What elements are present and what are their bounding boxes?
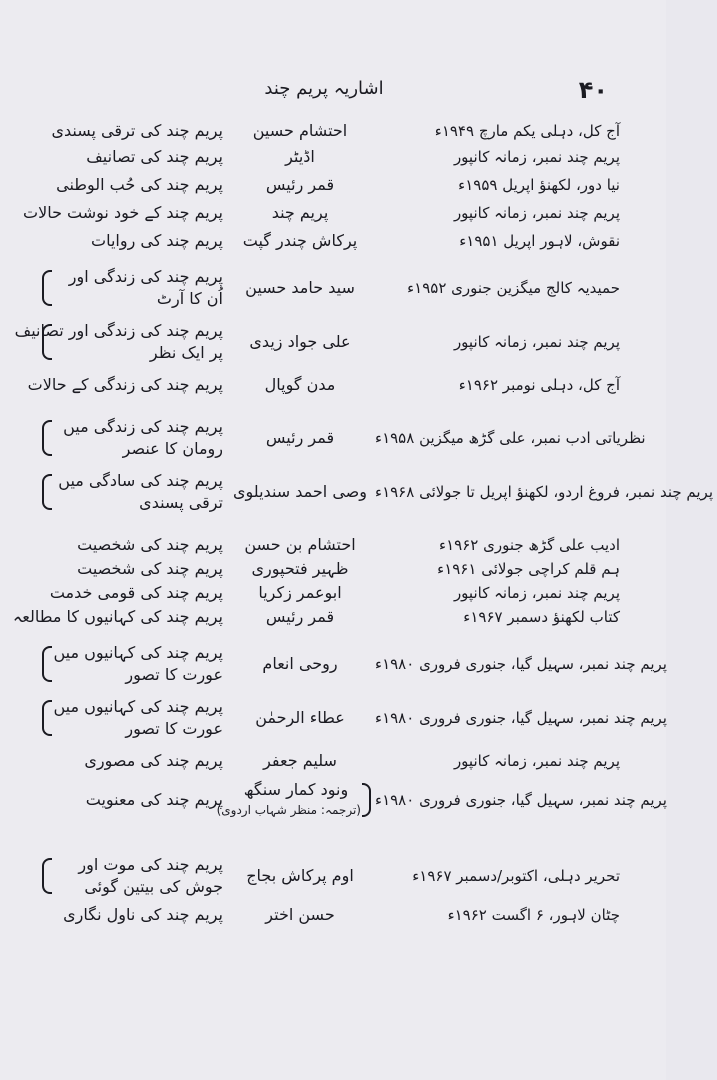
entry-title: [40, 120, 225, 142]
entry-author: [225, 708, 375, 728]
index-entry: [23, 202, 624, 224]
entry-title: [40, 854, 225, 898]
entry-author-line: سید حامد حسین: [245, 278, 355, 297]
entry-title: [40, 696, 225, 740]
entry-title: [40, 582, 225, 604]
entry-author-line: اڈیٹر: [285, 147, 315, 166]
entry-author: [216, 780, 375, 820]
index-entry: [40, 780, 667, 820]
entry-author-line: احتشام حسین: [252, 121, 348, 140]
page-number: ۴۰: [578, 76, 608, 104]
entry-source: حمیدیہ کالج میگزین جنوری ۱۹۵۲ء: [407, 279, 620, 297]
entry-author-line: پریم چند: [271, 203, 329, 222]
entry-source: کتاب لکھنؤ دسمبر ۱۹۶۷ء: [463, 608, 620, 626]
index-entry: [14, 320, 624, 364]
entry-author-line: روحی انعام: [262, 654, 338, 673]
entry-author: [225, 535, 375, 555]
index-entry: [40, 534, 624, 556]
entry-title-line: پریم چند کی زندگی اور تصانیف: [14, 321, 223, 340]
entry-author-line: احتشام بن حسن: [244, 535, 356, 554]
entry-author: [225, 332, 375, 352]
entry-title-line: پریم چند کی سادگی میں: [58, 471, 223, 490]
index-entry: [40, 642, 667, 686]
entry-title-line: پریم چند کی حُب الوطنی: [56, 175, 223, 194]
entry-author: [225, 428, 375, 448]
entry-title-line: رومان کا عنصر: [122, 439, 223, 458]
entry-title-line: پریم چند کی زندگی اور: [68, 267, 223, 286]
index-entry: [40, 470, 713, 514]
index-entry: [40, 854, 624, 898]
entry-title-line: پریم چند کی روایات: [91, 231, 223, 250]
entry-source: پریم چند نمبر، سہیل گیا، جنوری فروری ۱۹۸۰ء: [375, 791, 667, 809]
index-entry: [40, 266, 624, 310]
entry-title: [27, 374, 225, 396]
entry-author: [225, 482, 375, 502]
page-header: [40, 76, 608, 106]
entry-source: پریم چند نمبر، زمانہ کانپور: [453, 204, 620, 222]
entry-author-line: ظہیر فتحپوری: [251, 559, 349, 578]
entry-source: چٹان لاہور، ۶ اگست ۱۹۶۲ء: [447, 906, 620, 924]
entry-title: [40, 789, 225, 811]
index-entry: [40, 416, 646, 460]
entry-author-line: اوم پرکاش بجاج: [246, 866, 354, 885]
entry-title-line: جوش کی بیتین گوئی: [84, 877, 223, 896]
index-entry: [40, 558, 624, 580]
entry-author: [225, 278, 375, 298]
entry-title-line: پریم چند کی کہانیوں کا مطالعہ: [12, 607, 223, 626]
entry-author: [225, 231, 375, 251]
entry-author-line: سلیم جعفر: [263, 751, 337, 770]
entry-source: نقوش، لاہور اپریل ۱۹۵۱ء: [459, 232, 620, 250]
entry-title: [40, 642, 225, 686]
entry-source: آج کل، دہلی یکم مارچ ۱۹۴۹ء: [434, 122, 620, 140]
entry-source: ادیب علی گڑھ جنوری ۱۹۶۲ء: [439, 536, 620, 554]
entry-title: [23, 202, 225, 224]
entry-title-line: عورت کا تصور: [125, 719, 223, 738]
entry-author-line: (ترجمہ: منظر شہاب اردوی): [216, 803, 361, 817]
entry-author: [225, 905, 375, 925]
entry-author: [225, 559, 375, 579]
entry-title-line: پریم چند کی ناول نگاری: [63, 905, 223, 924]
index-entry: [40, 174, 624, 196]
index-entry: [40, 904, 624, 926]
entry-title-line: پریم چند کی کہانیوں میں: [53, 643, 223, 662]
entry-author: [225, 147, 375, 167]
entry-author-line: مدن گوپال: [264, 375, 336, 394]
entry-title: [40, 470, 225, 514]
entry-author-line: قمر رئیس: [265, 607, 335, 626]
entry-author-line: عطاء الرحمٰن: [255, 708, 345, 727]
entry-title-line: پریم چند کی زندگی کے حالات: [27, 375, 223, 394]
entry-author-line: پرکاش چندر گپت: [242, 231, 358, 250]
entry-source: پریم چند نمبر، فروغ اردو، لکھنؤ اپریل تا جولائی ۱۹۶۸ء: [375, 483, 713, 501]
entry-author: [225, 583, 375, 603]
entry-title: [40, 558, 225, 580]
entry-source: پریم چند نمبر، زمانہ کانپور: [453, 752, 620, 770]
index-entry: [40, 750, 624, 772]
index-entry: [40, 696, 667, 740]
entry-source: پریم چند نمبر، زمانہ کانپور: [453, 148, 620, 166]
entry-source: نیا دور، لکھنؤ اپریل ۱۹۵۹ء: [458, 176, 620, 194]
entry-author: [225, 121, 375, 141]
entry-author: [225, 375, 375, 395]
entry-author-line: قمر رئیس: [265, 175, 335, 194]
entry-title-line: پریم چند کی موت اور: [78, 855, 223, 874]
entry-title-line: پریم چند کی تصانیف: [86, 147, 223, 166]
entry-title: [40, 146, 225, 168]
index-entry: [40, 120, 624, 142]
entry-source: پریم چند نمبر، سہیل گیا، جنوری فروری ۱۹۸۰ء: [375, 709, 667, 727]
entry-title-line: پریم چند کی قومی خدمت: [49, 583, 223, 602]
entry-title: [40, 230, 225, 252]
entry-title: [40, 750, 225, 772]
entry-title-line: پریم چند کی زندگی میں: [63, 417, 223, 436]
entry-title-line: پریم چند کے خود نوشت حالات: [23, 203, 223, 222]
entry-author-line: حسن اختر: [265, 905, 335, 924]
entry-title-line: پریم چند کی مصوری: [84, 751, 223, 770]
entry-title: [40, 416, 225, 460]
entry-title: [40, 534, 225, 556]
entry-author: [225, 866, 375, 886]
entry-title: [40, 266, 225, 310]
entry-title-line: اُن کا آرٹ: [156, 289, 223, 308]
index-entry: [40, 146, 624, 168]
entry-title-line: پریم چند کی شخصیت: [77, 535, 223, 554]
index-entry: [12, 606, 624, 628]
entry-author-line: ونود کمار سنگھ: [243, 780, 349, 799]
entry-author-line: علی جواد زیدی: [249, 332, 351, 351]
entry-source: پریم چند نمبر، سہیل گیا، جنوری فروری ۱۹۸۰ء: [375, 655, 667, 673]
entry-source: تحریر دہلی، اکتوبر/دسمبر ۱۹۶۷ء: [412, 867, 620, 885]
index-entry: [40, 582, 624, 604]
entry-source: آج کل، دہلی نومبر ۱۹۶۲ء: [458, 376, 620, 394]
entry-source: نظریاتی ادب نمبر، علی گڑھ میگزین ۱۹۵۸ء: [375, 429, 646, 447]
entry-author: [225, 203, 375, 223]
entry-title-line: عورت کا تصور: [125, 665, 223, 684]
entry-title: [40, 904, 225, 926]
entry-author: [225, 607, 375, 627]
entry-author-line: قمر رئیس: [265, 428, 335, 447]
entry-title-line: ترقی پسندی: [139, 493, 223, 512]
entry-title: [12, 606, 225, 628]
entry-title-line: پریم چند کی معنویت: [85, 790, 223, 809]
running-title: اشاریہ پریم چند: [264, 78, 384, 99]
entry-author: [225, 175, 375, 195]
index-entry: [27, 374, 624, 396]
entry-source: پریم چند نمبر، زمانہ کانپور: [453, 333, 620, 351]
entry-title-line: پریم چند کی شخصیت: [77, 559, 223, 578]
index-entry: [40, 230, 624, 252]
entry-title-line: پریم چند کی ترقی پسندی: [51, 121, 223, 140]
entry-author-line: وصی احمد سندیلوی: [233, 482, 367, 501]
entry-author: [225, 751, 375, 771]
entry-source: پریم چند نمبر، زمانہ کانپور: [453, 584, 620, 602]
entry-author-line: ابوعمر زکریا: [258, 583, 342, 602]
entry-title: [40, 174, 225, 196]
entry-title-line: پر ایک نظر: [149, 343, 223, 362]
entry-author: [225, 654, 375, 674]
entry-title-line: پریم چند کی کہانیوں میں: [53, 697, 223, 716]
entry-source: ہم قلم کراچی جولائی ۱۹۶۱ء: [437, 560, 620, 578]
entry-title: [14, 320, 225, 364]
